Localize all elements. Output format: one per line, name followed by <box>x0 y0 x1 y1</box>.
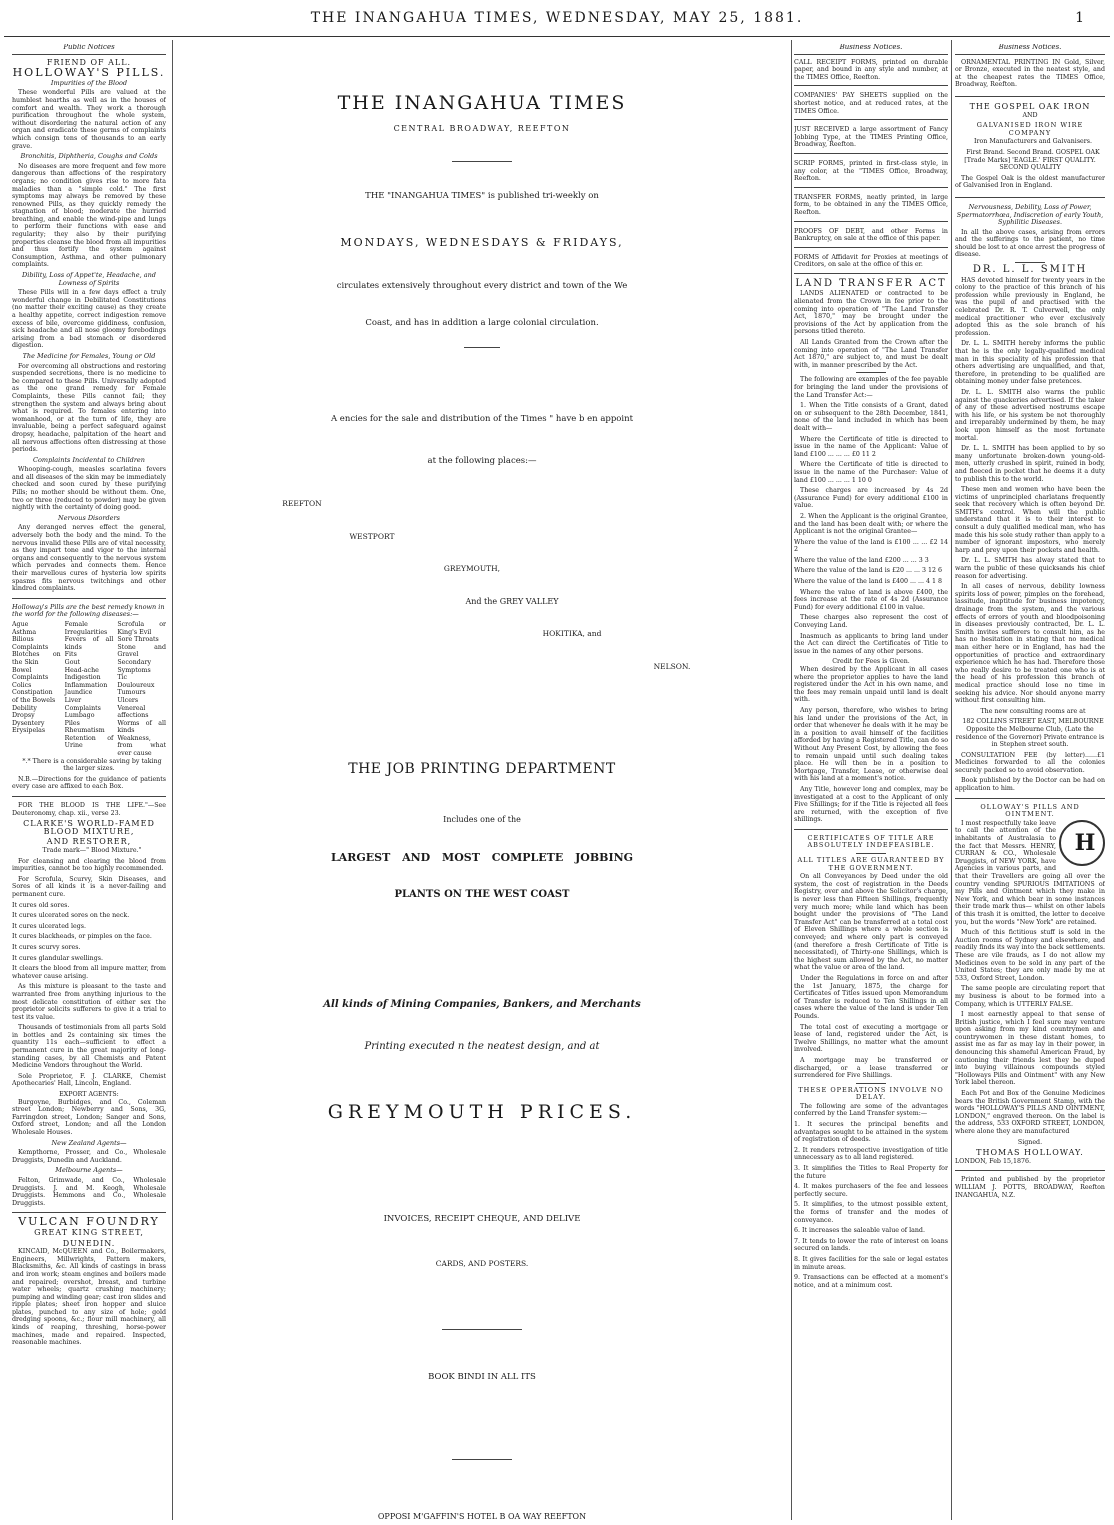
disease-column <box>117 621 166 758</box>
paragraph: These charges also represent the cost of Conveying Land. <box>794 614 948 630</box>
paragraph: Thousands of testimonials from all parts Sold in bottles and 2s containing six times the quantity 11s each—sufficient to effect a permanent cure in the great majority of long-standing cases, by all Chemists and Patent Medicine Vendors throughout the World. <box>12 1024 166 1070</box>
ad-title: CLARKE'S WORLD-FAMED BLOOD MIXTURE, <box>23 819 155 836</box>
ad-title: DR. L. L. SMITH <box>972 264 1088 276</box>
disease-column <box>12 621 61 758</box>
center-text: circulates extensively throughout every district and town of the We <box>336 281 628 291</box>
column-public-notices <box>12 44 166 1519</box>
cure-item: It cures old sores. <box>12 901 70 909</box>
divider <box>12 796 166 797</box>
center-text: at the following places:— <box>427 456 537 466</box>
paragraph: The new consulting rooms are at <box>980 707 1086 715</box>
paragraph: CONSULTATION FEE (by letter)......£1 Medicines forwarded to all the colonies securely packed so to avoid observation. <box>955 751 1105 774</box>
disease-item: Retention of Urine <box>64 734 114 750</box>
advantage-item: 7. It tends to lower the rate of interest on loans secured on lands. <box>794 1237 948 1253</box>
disease-item: Liver Complaints <box>64 696 101 712</box>
job-department-title: THE JOB PRINTING DEPARTMENT <box>348 761 616 777</box>
paragraph: Each Pot and Box of the Genuine Medicines bears the British Government Stamp, with the words "HOLLOWAY'S PILLS AND OINTMENT, LONDON," engraved thereon. On the label is the address, 533 OXFORD STREET, LONDON, where alone they are manufactured <box>955 1090 1105 1135</box>
ad-subheading: Holloway's Pills are the best remedy known in the world for the following diseases:— <box>12 602 165 619</box>
paragraph: These Pills will in a few days effect a truly wonderful change in Debilitated Constitutions (no matter their exciting cause) as they create a healthy appetite, correct indigestion remove excess of bile, overcome giddiness, confusion, sick headache and all nose gloomy forebodings arising from a bad stomach or disordered digestion. <box>12 289 166 350</box>
disease-item: Ulcers <box>117 696 139 704</box>
ad-title: THE GOSPEL OAK IRON <box>969 101 1091 111</box>
paragraph: 1. When the Title consists of a Grant, dated on or subsequent to the 28th December, 1841, none of the land included in which has been dealt with— <box>794 402 948 432</box>
disease-item: Venereal affections <box>117 704 149 720</box>
newspaper-address: CENTRAL BROADWAY, REEFTON <box>393 124 571 133</box>
paragraph: On all Conveyances by Deed under the old system, the cost of registration in the Deeds Registry, over and above the Solicitor's charge, is never less than Fifteen Shillings, frequently very much more; while land which has been bought under the provisions of "The Land Transfer Act" can be transferred at a total cost of Eleven Shillings where a whole section is conveyed; and where only part is conveyed (and therefore a fresh Certificate of Title is necessitated), of Thirty-one Shillings, which is the highest sum allowed by the Act, no matter what the value or area of the land. <box>794 873 948 972</box>
column-header: Public Notices <box>12 44 166 55</box>
disease-item: Inflammation <box>64 681 108 689</box>
paragraph: As this mixture is pleasant to the taste and warranted free from anything injurious to the most delicate constitution of either sex the proprietor solicits sufferers to give it a trial to test its value. <box>12 983 166 1021</box>
divider <box>12 1212 166 1213</box>
divider <box>12 598 166 599</box>
disease-item: Ague <box>12 620 29 628</box>
small-ad: FORMS of Affidavit for Proxies at meetings of Creditors, on sale at the office of this er. <box>794 254 948 274</box>
disease-item: Debility <box>12 704 37 712</box>
column-business-notices-2 <box>955 44 1105 1519</box>
paragraph: The Gospel Oak is the oldest manufacturer of Galvanised Iron in England. <box>955 174 1105 190</box>
paragraph: Inasmuch as applicants to bring land under the Act can direct the Certificates of Title to issue in the names of any other persons. <box>794 632 948 655</box>
fee-item: Where the value of the land £200 ... ... 3 3 <box>794 556 929 564</box>
paragraph: Kempthorne, Prosser, and Co., Wholesale Druggists, Dunedin and Auckland. <box>12 1149 166 1164</box>
ad-heading: CERTIFICATES OF TITLE ARE ABSOLUTELY INDEFEASIBLE. <box>807 833 935 850</box>
cure-item: It cures ulcerated legs. <box>12 922 86 930</box>
agency-place: GREYMOUTH, <box>443 564 501 573</box>
ad-subheading: Credit for Fees is Given. <box>832 658 910 666</box>
paragraph: Felton, Grimwade, and Co., Wholesale Druggists. J. and M. Keogh, Wholesale Druggists. Hemmons and Co., Wholesale Druggists. <box>12 1176 166 1207</box>
paragraph: HAS devoted himself for twenty years in the colony to the practice of this branch of his profession while previously in England, he was the pupil of and practised with the celebrated Dr. R. T. Culverwell, the only medical practitioner who ever exclusively adopted this as the sole branch of his profession. <box>955 276 1105 337</box>
paragraph: The total cost of executing a mortgage or lease of land, registered under the Act, is Twelve Shillings, no matter what the amount involved. <box>794 1023 948 1054</box>
column-rule <box>951 40 952 1520</box>
paragraph: N.B.—Directions for the guidance of patients every case are affixed to each Box. <box>12 775 166 791</box>
paragraph: All Lands Granted from the Crown after the coming into operation of "The Land Transfer Act 1870," are subject to, and must be dealt with, in manner prescribed by the Act. <box>794 339 948 369</box>
paragraph: *.* There is a considerable saving by taking the larger sizes. <box>22 757 162 773</box>
paragraph: Iron Manufacturers and Galvanisers. <box>973 138 1093 146</box>
advantage-item: 9. Transactions can be effected at a moment's notice, and at a minimum cost. <box>794 1274 948 1289</box>
disease-item: Asthma <box>12 628 37 636</box>
advantage-item: 5. It simplifies, to the utmost possible extent, the forms of transfer and the modes of conveyance. <box>794 1201 948 1224</box>
agency-place: And the GREY VALLEY <box>465 597 559 606</box>
disease-item: Bowel Complaints <box>12 666 49 682</box>
top-rule <box>4 36 1110 37</box>
disease-item: Fits <box>64 651 77 659</box>
disease-item: Dysentery <box>12 719 45 727</box>
column-business-notices <box>794 44 948 1519</box>
disease-item: Stone and Gravel <box>117 643 166 659</box>
ad-subheading: Nervous Disorders <box>58 513 120 522</box>
paragraph: LANDS ALIENATED or contracted to be alienated from the Crown in fee prior to the coming into operation of "The Land Transfer Act, 1870," may be brought under the provisions of the Act by application from the persons titled thereto. <box>794 290 948 336</box>
fee-item: Where the value of the land is £100 ... ... £2 14 2 <box>794 538 948 554</box>
column-rule <box>791 40 792 1520</box>
paragraph: Where the Certificate of title is directed to issue in the name of the Purchaser: Value of land £100 ... ... ... 1 10 0 <box>794 461 948 484</box>
column-header: Business Notices. <box>955 44 1105 55</box>
agency-place: NELSON. <box>653 662 691 671</box>
advantage-item: 2. It renders retrospective investigation of title unnecessary as to all land registered. <box>794 1146 948 1162</box>
paragraph: I most earnestly appeal to that sense of British justice, which I feel sure may venture upon asking from my kind countrymen and countrywomen in these distant homes, to assist me as far as may lay in their power, in denouncing this shameful American Fraud, by cautioning their friends lest they be duped into buying villainous compounds styled "Holloways Pills and Ointment" with any New York label thereon. <box>955 1011 1105 1087</box>
disease-column <box>65 621 114 758</box>
paragraph: KINCAID, McQUEEN and Co., Boilermakers, Engineers, Millwrights, Pattern makers, Blacksmiths, &c. All kinds of castings in brass and iron work; steam engines and boilers made and repaired; overshot, breast, and turbine water wheels; quartz crushing machinery; pumping and winding gear; cast iron slides and ripple plates; sheet iron hopper and sluice plates, punched to any size of hole; gold dredging spoons, &c.; flour mill machinery, all kinds of reaping, threshing, horse-power machines, made and repaired. Inspected, reasonable machines. <box>12 1248 166 1347</box>
disease-item: Tumours <box>117 689 146 697</box>
paragraph: Dr. L. L. SMITH has alway stated that to warn the public of these quicksands his chief reason for advertising. <box>955 557 1105 580</box>
trademark-seal-icon: H <box>1059 820 1105 866</box>
paragraph: First Brand. Second Brand. GOSPEL OAK [Trade Marks] 'EAGLE.' FIRST QUALITY. SECOND QUALITY <box>964 148 1100 172</box>
ad-heading: THESE OPERATIONS INVOLVE NO DELAY. <box>798 1085 944 1102</box>
center-text: THE "INANGAHUA TIMES" is published tri-weekly on <box>365 191 599 201</box>
signature: THOMAS HOLLOWAY. <box>976 1148 1084 1158</box>
imprint: Printed and published by the proprietor WILLIAM J. POTTS, BROADWAY, Reefton INANGAHUA, N.Z. <box>955 1176 1105 1199</box>
cure-item: It clears the blood from all impure matter, from whatever cause arising. <box>12 965 166 980</box>
divider <box>856 1083 886 1084</box>
cures-list <box>12 902 166 981</box>
signature-label: Signed. <box>1017 1138 1043 1146</box>
cure-item: It cures blackheads, or pimples on the face. <box>12 933 152 941</box>
ad-title: AND RESTORER, <box>46 837 132 847</box>
disease-item: Worms of all kinds <box>117 719 166 735</box>
disease-item: Constipation of the Bowels <box>12 689 56 704</box>
divider <box>1015 262 1045 263</box>
fee-item: Where the value of the land is £20 ... ... 3 12 6 <box>794 567 943 575</box>
paragraph: 2. When the Applicant is the original Grantee, and the land has been dealt with; or where the Applicant is not the original Grantee— <box>794 512 948 536</box>
disease-item: Dropsy <box>12 712 35 720</box>
cure-item: It cures glandular swellings. <box>12 954 104 962</box>
cure-item: It cures scurvy sores. <box>12 943 81 951</box>
center-text: BOOK BINDI IN ALL ITS <box>428 1372 536 1382</box>
page-number: 1 <box>1075 10 1084 26</box>
disease-item: Lumbago <box>64 712 95 720</box>
ad-subheading: EXPORT AGENTS: <box>59 1091 119 1099</box>
disease-item: Sore Throats <box>117 636 159 644</box>
ad-title: GALVANISED IRON WIRE COMPANY <box>976 121 1084 137</box>
office-location: OPPOSI M'GAFFIN'S HOTEL B OA WAY REEFTON <box>377 1512 587 1521</box>
divider <box>176 1326 788 1333</box>
advantage-item: 1. It secures the principal benefits and advantages sought to be attained in the system of registration of deeds. <box>794 1121 948 1144</box>
paragraph: 182 COLLINS STREET EAST, MELBOURNE Opposite the Melbourne Club, (Late the residence of the Governor) Private entrance is in Stephen street south. <box>955 718 1105 749</box>
newspaper-title: THE INANGAHUA TIMES <box>337 92 627 114</box>
divider <box>176 344 788 351</box>
center-text: CARDS, AND POSTERS. <box>435 1259 529 1268</box>
center-text: Coast, and has in addition a large colonial circulation. <box>365 318 599 328</box>
paragraph <box>955 820 1105 926</box>
ad-title: OLLOWAY'S PILLS AND OINTMENT. <box>980 802 1080 819</box>
paragraph: Where the Certificate of title is directed to issue in the name of the Applicant: Value of land £100 ... ... ... £0 11 2 <box>794 435 948 458</box>
paragraph: Any person, therefore, who wishes to bring his land under the provisions of the Act, in order that whenever he deals with it he may be in a position to avail himself of the facilities afforded by having a Registered Title, can do so Without Any Present Cost, by allowing the fees to remain unpaid until such dealing takes place. He will then be in a position to Mortgage, Transfer, Lease, or otherwise deal with his land at a moment's notice. <box>794 706 948 783</box>
small-ads <box>794 59 948 274</box>
ad-heading: ALL TITLES ARE GUARANTEED BY THE GOVERNMENT. <box>797 856 945 872</box>
paragraph: Much of this fictitious stuff is sold in the Auction rooms of Sydney and elsewhere, and readily finds its way into the back settlements. These are vile frauds, as I do not allow my Medicines even to be sold in any part of the United States; they are only made by me at 533, Oxford Street, London. <box>955 929 1105 982</box>
paragraph: Any deranged nerves effect the general, adversely both the body and the mind. To the nervous invalid these Pills are of vital necessity, as they impart tone and vigor to the internal organs and consequently to the nervous system which pervades and connects them. Hence their marvellous cures of hysteria low spirits spasms fits nervous twitchings and other kindred complaints. <box>12 524 166 593</box>
disease-item: Colics <box>12 681 32 689</box>
paragraph: For Scrofula, Scurvy, Skin Diseases, and Sores of all kinds it is a never-failing and permanent cure. <box>12 875 166 898</box>
paragraph: These men and women who have been the victims of unprincipled charlatans frequently seek that recovery which is often beyond Dr. SMITH's control. When will the public understand that it is to their interest to consult a duly qualified medical man, who has made this his sole study rather than apply to a number of ignorant impostors, who merely harp and prey upon their pockets and health. <box>955 486 1105 554</box>
paragraph: These wonderful Pills are valued at the humblest hearths as well as in the houses of comfort and wealth. They work a thorough purification throughout the whole system, without disordering the natural action of any organ and eradicate these germs of complaints which consign tens of thousands to an early grave. <box>12 89 166 150</box>
advantage-item: 6. It increases the saleable value of land. <box>794 1227 925 1235</box>
masthead-title: THE INANGAHUA TIMES, WEDNESDAY, MAY 25, 1881. <box>310 10 804 26</box>
disease-item: Gout <box>64 658 81 666</box>
fee-list <box>794 539 948 586</box>
paragraph: Dr. L. L. SMITH hereby informs the public that he is the only legally-qualified medical man in this speciality of his profession that others advertising are unqualified, and that, therefore, in pretending to be qualified are obtaining money under false pretences. <box>955 340 1105 386</box>
disease-item: Head-ache <box>64 666 99 674</box>
disease-item: Scrofula or King's Evil <box>117 620 166 636</box>
small-ad: TRANSFER FORMS, neatly printed, in large form, to be obtained in any the TIMES Office, Reefton. <box>794 194 948 222</box>
disease-list <box>12 621 166 758</box>
ad-heading: FRIEND OF ALL. <box>46 57 132 67</box>
ad-gospel-oak <box>955 103 1105 198</box>
ad-subheading: New Zealand Agents— <box>51 1138 127 1147</box>
paragraph: No diseases are more frequent and few more dangerous than affections of the respiratory organs; no condition gives rise to more fata maladies than a "simple cold." The first symptoms may always be removed by these renowned Pills, as they quickly remedy the stagnation of blood; moderate the hurried breathing, and enable the wind-pipe and lungs to perform their functions with ease and regularity; they also by their purifying properties cleanse the blood from all impurities and thus fortify the system against Consumption, Asthma, and other pulmonary complaints. <box>12 162 166 269</box>
center-text: A encies for the sale and distribution of the Times " have b en appoint <box>330 414 634 424</box>
center-text: INVOICES, RECEIPT CHEQUE, AND DELIVE <box>383 1214 581 1224</box>
paragraph: In all the above cases, arising from errors and the sufferings to the patient, no time should be lost to at once arrest the progress of disease. <box>955 228 1105 259</box>
ad-title: HOLLOWAY'S PILLS. <box>12 66 166 80</box>
small-ad: PROOFS OF DEBT, and other Forms in Bankruptcy, on sale at the office of this paper. <box>794 228 948 248</box>
agency-place: HOKITIKA, and <box>542 629 602 638</box>
divider <box>176 1456 788 1463</box>
disease-item: Rheumatism <box>64 727 105 735</box>
ad-ornamental-printing <box>955 59 1105 97</box>
ad-subheading: Melbourne Agents— <box>55 1166 123 1175</box>
disease-item: Bilious Complaints <box>12 636 49 651</box>
paragraph: Under the Regulations in force on and after the 1st January, 1875, the charge for Certificates of Titles issued upon Memorandum of Transfer is reduced to Ten Shillings in all cases where the value of the land is under Ten Pounds. <box>794 974 948 1020</box>
paragraph: A mortgage may be transferred or discharged, or a lease transferred or surrendered for Five Shillings. <box>794 1056 948 1080</box>
divider <box>794 829 948 830</box>
paragraph: The same people are circulating report that my business is about to be formed into a Company, which is UTTERLY FALSE. <box>955 985 1105 1008</box>
ad-title: LAND TRANSFER ACT <box>795 277 947 289</box>
fee-item: Where the value of the land is £400 ... ... 4 1 8 <box>794 578 943 586</box>
divider <box>856 853 886 854</box>
ad-subheading: Complaints Incidental to Children <box>33 455 145 464</box>
paragraph: When desired by the Applicant in all cases where the proprietor applies to have the land registered under the Act in his own name, and the fees may remain unpaid until land is dealt with. <box>794 666 948 704</box>
ad-title: VULCAN FOUNDRY <box>18 1215 160 1229</box>
agency-place: WESTPORT <box>349 532 395 541</box>
advantage-item: 8. It gives facilities for the sale or legal estates in minute areas. <box>794 1255 948 1271</box>
paragraph: Trade mark—" Blood Mixture." <box>42 847 142 854</box>
disease-item: Jaundice <box>64 689 93 697</box>
paragraph: Any Title, however long and complex, may be investigated at a cost to the Applicant of only Five Shillings; for if the Title is rejected all fees are returned, with the exception of five shillings. <box>794 785 948 824</box>
paragraph: Dr. L. L. SMITH has been applied to by so many unfortunate broken-down young-old-men, utterly crushed in spirit, ruined in body, and fleeced in pocket that he deems it a duty to publish this to the world. <box>955 445 1105 483</box>
ad-subheading: Bronchitis, Diphtheria, Coughs and Colds <box>20 152 158 161</box>
paragraph: ORNAMENTAL PRINTING IN Gold, Silver, or Bronze, executed in the neatest style, and at the cheapest rates the TIMES Office, Broadway, Reefton. <box>955 58 1105 89</box>
small-ad: CALL RECEIPT FORMS, printed on durable paper, and bound in any style and number, at the TIMES Office, Reefton. <box>794 59 948 87</box>
disease-item: Secondary Symptoms <box>117 658 152 674</box>
column-header: Business Notices. <box>794 44 948 55</box>
disease-item: Tic Douloureux <box>117 674 155 689</box>
disease-item: Weakness, from what ever cause <box>117 734 166 758</box>
divider <box>955 1170 1105 1171</box>
advantage-item: 4. It makes purchasers of the fee and lessees perfectly secure. <box>794 1183 948 1198</box>
paragraph: For overcoming all obstructions and restoring suspended secretions, there is no medicine to be compared to these Pills. Universally adopted as the one grand remedy for Female Complaints, these Pills cannot fail; they strengthen the system and always bring about what is required. To females entering into womanhood, or at the turn of life, they are invaluable, being a perfect safeguard against dropsy, headache, palpitation of the heart and all nervous affections often distressing at those periods. <box>12 362 166 454</box>
center-headline: LARGEST AND MOST COMPLETE JOBBING <box>330 851 634 864</box>
ad-subheading: Impurities of the Blood <box>50 78 128 87</box>
paragraph: FOR THE BLOOD IS THE LIFE."—See Deuteronomy, chap. xii., verse 23. <box>12 802 166 817</box>
center-text: Includes one of the <box>443 815 521 824</box>
ad-subheading: AND <box>1022 111 1038 119</box>
paragraph: In all cases of nervous, debility lowness spirits loss of power, pimples on the forehead, lassitude, inaptitude for business impotency, drainage from the system, and the various effects of errors of youth and bloodpoisoning in diseases previously contracted, Dr. L. L. Smith invites sufferers to consult him, as he has no hesitation in stating that no medical man either here or in England, has had the opportunities of practice and extraordinary experience which he has had. Therefore those who really desire to be treated one who is at the head of his profession this branch of medical practice should lose no time in seeking his advice. Nor should anyone marry without first consulting him. <box>955 583 1105 705</box>
cure-item: It cures ulcerated sores on the neck. <box>12 912 130 920</box>
advantages-list <box>794 1121 948 1289</box>
small-ad: JUST RECEIVED a large assortment of Fancy Jobbing Type, at the TIMES Printing Office, Broadway, Reefton. <box>794 126 948 154</box>
ad-subheading: Dibility, Loss of Appet'te, Headache, and Lowness of Spirits <box>22 271 156 287</box>
center-text: All kinds of Mining Companies, Bankers, and Merchants <box>323 999 641 1010</box>
publication-days: MONDAYS, WEDNESDAYS & FRIDAYS, <box>340 236 624 249</box>
ad-subheading: DUNEDIN. <box>62 1238 116 1248</box>
greymouth-prices: GREYMOUTH PRICES. <box>327 1101 637 1123</box>
paragraph: Whooping-cough, measles scarlatina fevers and all diseases of the skin may be immediately checked and soon cured by these purifying Pills; no mother should be without them. One, two or three (reduced to powder) may be given nightly with the certainty of doing good. <box>12 466 166 512</box>
small-ad: SCRIP FORMS, printed in first-class style, in any color, at the "TIMES Office, Broadway, Reefton. <box>794 160 948 188</box>
paragraph: The following are some of the advantages conferred by the Land Transfer system:— <box>794 1102 948 1118</box>
disease-item: Indigestion <box>64 674 101 682</box>
center-advertisement <box>176 44 788 1519</box>
paragraph: The following are examples of the fee payable for bringing the land under the provisions of the Land Transfer Act:— <box>794 376 948 399</box>
divider <box>856 372 886 373</box>
paragraph: Burgoyne, Burbidges, and Co., Coleman street London; Newberry and Sons, 3G, Farringdon street, London; Sanger and Sons, Oxford street, London; and all the London Wholesale Houses. <box>12 1098 166 1136</box>
center-headline: PLANTS ON THE WEST COAST <box>394 889 570 900</box>
paragraph-text: I most respectfully take leave to call the attention of the inhabitants of Australasia to the fact that Messrs. HENRY, CURRAN & CO., Wholesale Druggists, of NEW YORK, have Agencies in various parts, and that their Travellers are going all over the country vending SPURIOUS IMITATIONS of my Pills and Ointment which they make in New York, and which bear in some instances their trade mark thus— whilst on other labels of this trash it is omitted, the letter to deceive you, but the words "New York" are retained. <box>955 819 1105 926</box>
paragraph: Sole Proprietor, F. J. CLARKE, Chemist Apothecaries' Hall, Lincoln, England. <box>12 1072 166 1088</box>
disease-item: Piles <box>64 719 80 727</box>
advantage-item: 3. It simplifies the Titles to Real Property for the future <box>794 1165 948 1180</box>
signature-date: LONDON, Feb 15,1876. <box>955 1157 1031 1165</box>
paragraph: Where the value of land is above £400, the fees increase at the rate of 4s 2d (Assurance Fund) for every additional £100 in value. <box>794 588 948 611</box>
paragraph: These charges are increased by 4s 2d (Assurance Fund) for every additional £100 in value. <box>794 487 948 510</box>
paragraph: Book published by the Doctor can be had on application to him. <box>955 777 1105 793</box>
disease-item: Fevers of all kinds <box>64 636 114 651</box>
disease-item: Female Irregularities <box>64 620 108 636</box>
paragraph: For cleansing and clearing the blood from impurities, cannot be too highly recommended. <box>12 857 166 873</box>
ad-subheading: The Medicine for Females, Young or Old <box>22 351 156 360</box>
agency-place: REEFTON <box>282 499 322 508</box>
divider <box>955 798 1105 799</box>
disease-item: Erysipelas <box>12 727 46 735</box>
ad-subheading: GREAT KING STREET, <box>34 1227 144 1237</box>
divider <box>176 158 788 165</box>
center-text: Printing executed n the neatest design, and at <box>364 1041 600 1052</box>
ad-subheading: Nervousness, Debility, Loss of Power, Spermatorrhœa, Indiscretion of early Youth, Syphilitic Diseases. <box>956 202 1104 227</box>
disease-item: Blotches on the Skin <box>12 651 61 666</box>
small-ad: COMPANIES' PAY SHEETS supplied on the shortest notice, and at reduced rates, at the TIMES Office. <box>794 92 948 120</box>
paragraph: Dr. L. L. SMITH also warns the public against the quackeries advertised. If the taker of any of these advertised nostrums escape with his life, or his system be not thoroughly and irreparably undermined by them, he may look upon himself as the most fortunate mortal. <box>955 388 1105 442</box>
column-rule <box>172 40 173 1520</box>
